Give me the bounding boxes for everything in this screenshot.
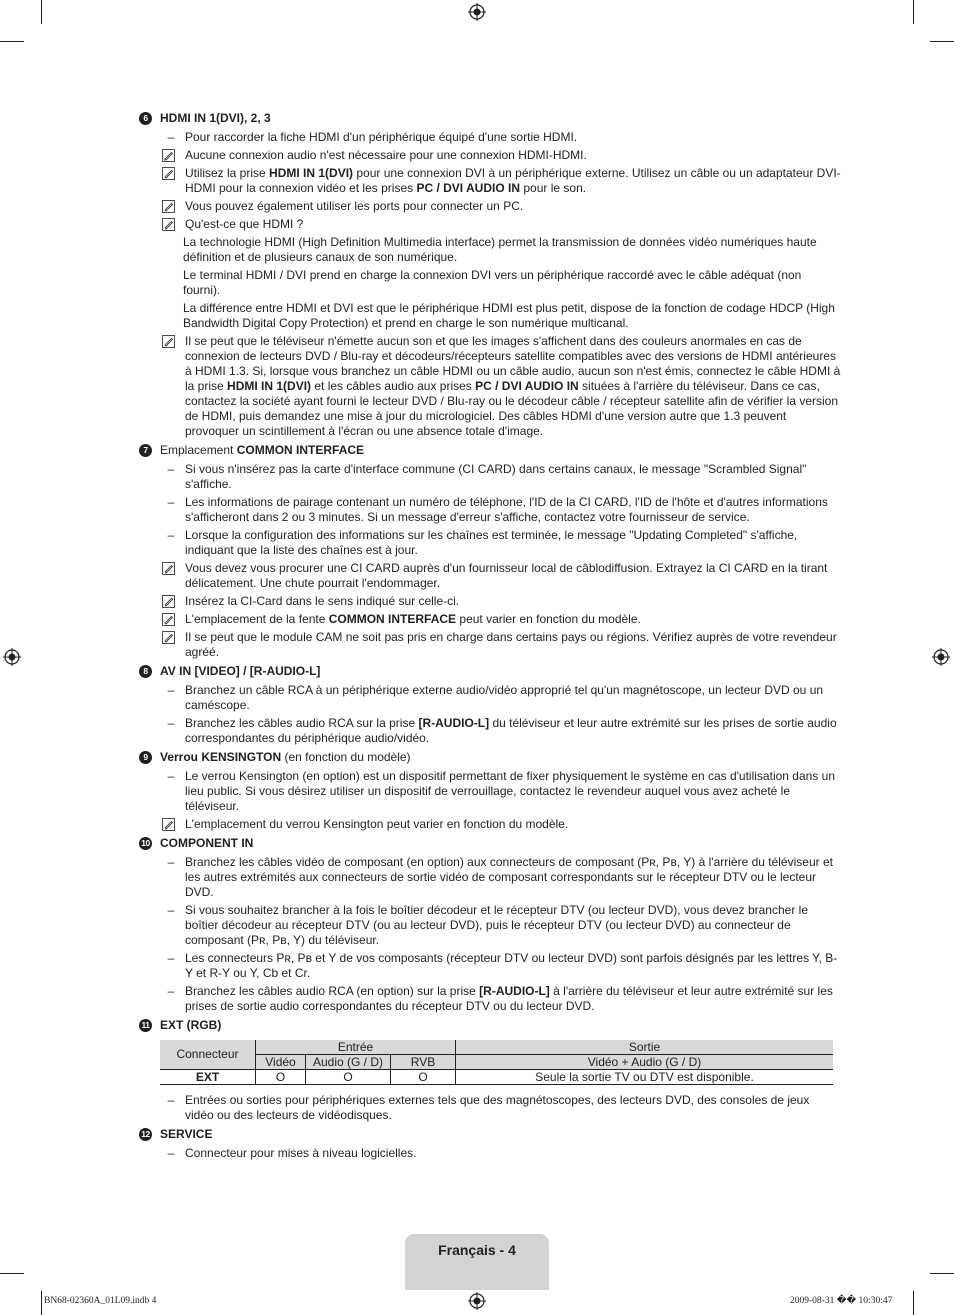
manual-content [139, 111, 841, 1161]
dash-bullet: – [167, 984, 175, 998]
section-header-bold: COMMON INTERFACE [236, 443, 365, 457]
crop-mark [930, 41, 954, 42]
note-icon [162, 562, 175, 575]
registration-mark-icon [468, 1292, 486, 1310]
note-icon [162, 595, 175, 608]
section-av-in [139, 664, 841, 679]
section-number: 7 [139, 444, 152, 457]
section-common-interface [139, 443, 841, 458]
dash-bullet: – [167, 855, 175, 869]
list-item: Aucune connexion audio n'est nécessaire pour une connexion HDMI-HDMI. [162, 148, 841, 163]
table-header: Sortie [456, 1040, 834, 1055]
list-item: – Le verrou Kensington (en option) est un dispositif permettant de fixer physiquement le système en cas d'utilisation dans un lieu public. Si vous désirez utiliser un dispositif de verrouillage, contactez le revendeur auquel vous avez acheté le téléviseur. [162, 769, 841, 814]
note-icon [162, 818, 175, 831]
dash-bullet: – [167, 1093, 175, 1107]
section-header: EXT (RGB) [160, 1018, 222, 1032]
section-number: 11 [139, 1019, 152, 1032]
list-item: Vous devez vous procurer une CI CARD auprès d'un fournisseur local de câblodiffusion. Extrayez la CI CARD en la tirant délicatement. Une chute pourrait l'endommager. [162, 561, 841, 591]
crop-mark [913, 1291, 914, 1315]
note-icon [162, 167, 175, 180]
list-item: – Les connecteurs Pʀ, Pʙ et Y de vos composants (récepteur DTV ou lecteur DVD) sont parfois désignés par les lettres Y, B-Y et R-Y ou Y, Cb et Cr. [162, 951, 841, 981]
page-number-tab [405, 1234, 549, 1290]
dash-bullet: – [167, 903, 175, 917]
list-item: – Pour raccorder la fiche HDMI d'un périphérique équipé d'une sortie HDMI. [162, 130, 841, 145]
dash-bullet: – [167, 683, 175, 697]
list-item: – Lorsque la configuration des informations sur les chaînes est terminée, le message "Updating Completed" s'affiche, indiquant que la liste des chaînes est à jour. [162, 528, 841, 558]
section-kensington [139, 750, 841, 765]
list-item: – Connecteur pour mises à niveau logicielles. [162, 1146, 841, 1161]
table-cell: EXT [160, 1070, 256, 1085]
dash-bullet: – [167, 951, 175, 965]
page-number: Français - 4 [438, 1242, 516, 1258]
list-item: – Si vous souhaitez brancher à la fois le boîtier décodeur et le récepteur DTV (ou lecteur DVD), vous devez brancher le boîtier décodeur au récepteur DTV (ou au lecteur DVD), puis le récepteur DTV (ou lecteur DVD) au connecteur de composant (Pʀ, Pʙ, Y) du téléviseur. [162, 903, 841, 948]
list-item: Vous pouvez également utiliser les ports pour connecter un PC. [162, 199, 841, 214]
table-subheader: Audio (G / D) [306, 1055, 391, 1070]
list-item: – Si vous n'insérez pas la carte d'interface commune (CI CARD) dans certains canaux, le message "Scrambled Signal" s'affiche. [162, 462, 841, 492]
note-icon [162, 631, 175, 644]
dash-bullet: – [167, 130, 175, 144]
section-number: 12 [139, 1128, 152, 1141]
list-item: Qu'est-ce que HDMI ? [162, 217, 841, 232]
section-hdmi [139, 111, 841, 126]
ext-table [160, 1040, 833, 1085]
dash-bullet: – [167, 528, 175, 542]
note-icon [162, 200, 175, 213]
crop-mark [913, 0, 914, 24]
crop-mark [41, 0, 42, 24]
section-header: COMPONENT IN [160, 836, 254, 850]
note-icon [162, 218, 175, 231]
section-number: 9 [139, 751, 152, 764]
paragraph: Le terminal HDMI / DVI prend en charge la connexion DVI vers un périphérique raccordé avec le câble adéquat (non fourni). [183, 268, 802, 297]
section-component-in [139, 836, 841, 851]
dash-bullet: – [167, 495, 175, 509]
section-header: HDMI IN 1(DVI), 2, 3 [160, 111, 271, 125]
list-item: – Entrées ou sorties pour périphériques externes tels que des magnétoscopes, des lecteurs DVD, des consoles de jeux vidéo ou des lecteurs de vidéodisques. [162, 1093, 841, 1123]
table-subheader: RVB [391, 1055, 456, 1070]
list-item: – Branchez les câbles audio RCA (en option) sur la prise [R-AUDIO-L] à l'arrière du téléviseur et leur autre extrémité sur les prises de sortie audio correspondantes du récepteur DTV ou du lecteur DVD. [162, 984, 841, 1014]
list-item: – Branchez un câble RCA à un périphérique externe audio/vidéo approprié tel qu'un magnétoscope, un lecteur DVD ou un caméscope. [162, 683, 841, 713]
note-icon [162, 613, 175, 626]
registration-mark-icon [3, 648, 21, 666]
note-icon [162, 335, 175, 348]
note-icon [162, 149, 175, 162]
section-number: 10 [139, 837, 152, 850]
crop-mark [0, 1273, 24, 1274]
dash-bullet: – [167, 462, 175, 476]
list-item: – Branchez les câbles vidéo de composant (en option) aux connecteurs de composant (Pʀ, Pʙ, Y) à l'arrière du téléviseur et les autres extrémités aux connecteurs de sortie vidéo de composant correspondants sur le récepteur DTV ou le lecteur DVD. [162, 855, 841, 900]
table-subheader: Vidéo [256, 1055, 306, 1070]
table-cell: O [391, 1070, 456, 1085]
list-item: L'emplacement du verrou Kensington peut varier en fonction du modèle. [162, 817, 841, 832]
list-item: – Les informations de pairage contenant un numéro de téléphone, l'ID de la CI CARD, l'ID de l'hôte et d'autres informations s'afficheront dans 2 ou 3 minutes. Si un message d'erreur s'affiche, contactez votre fournisseur de service. [162, 495, 841, 525]
dash-bullet: – [167, 769, 175, 783]
paragraph: La technologie HDMI (High Definition Multimedia interface) permet la transmission de données vidéo numériques haute définition et de plusieurs canaux de son numérique. [183, 235, 817, 264]
list-item: Utilisez la prise HDMI IN 1(DVI) pour une connexion DVI à un périphérique externe. Utilisez un câble ou un adaptateur DVI-HDMI pour la connexion vidéo et les prises PC / DVI AUDIO IN pour le son. [162, 166, 841, 196]
section-number: 6 [139, 112, 152, 125]
crop-mark [0, 41, 24, 42]
section-header-bold: Verrou KENSINGTON [160, 750, 282, 764]
print-slug-date: 2009-08-31 �� 10:30:47 [790, 1296, 893, 1306]
list-item: – Branchez les câbles audio RCA sur la prise [R-AUDIO-L] du téléviseur et leur autre extrémité sur les prises de sortie audio correspondantes du périphérique audio/vidéo. [162, 716, 841, 746]
section-header: AV IN [VIDEO] / [R-AUDIO-L] [160, 664, 321, 678]
list-item: Insérez la CI-Card dans le sens indiqué sur celle-ci. [162, 594, 841, 609]
crop-mark [930, 1273, 954, 1274]
print-slug-file: BN68-02360A_01L09.indb 4 [44, 1296, 157, 1306]
table-subheader: Vidéo + Audio (G / D) [456, 1055, 834, 1070]
registration-mark-icon [468, 3, 486, 21]
registration-mark-icon [932, 648, 950, 666]
table-cell: Seule la sortie TV ou DTV est disponible. [456, 1070, 834, 1085]
dash-bullet: – [167, 1146, 175, 1160]
list-item: Il se peut que le module CAM ne soit pas pris en charge dans certains pays ou régions. Vérifiez auprès de votre revendeur agréé. [162, 630, 841, 660]
paragraph: La différence entre HDMI et DVI est que le périphérique HDMI est plus petit, dispose de la fonction de codage HDCP (High Bandwidth Digital Copy Protection) et prend en charge le son numérique multicanal. [183, 301, 835, 330]
section-header: SERVICE [160, 1127, 213, 1141]
section-ext-rgb [139, 1018, 841, 1033]
ext-table-wrap [160, 1040, 841, 1085]
table-cell: O [256, 1070, 306, 1085]
list-item: L'emplacement de la fente COMMON INTERFACE peut varier en fonction du modèle. [162, 612, 841, 627]
dash-bullet: – [167, 716, 175, 730]
section-number: 8 [139, 665, 152, 678]
crop-mark [41, 1291, 42, 1315]
table-cell: O [306, 1070, 391, 1085]
section-header: (en fonction du modèle) [281, 750, 411, 764]
list-item: Il se peut que le téléviseur n'émette aucun son et que les images s'affichent dans des couleurs anormales en cas de connexion de lecteurs DVD / Blu-ray et décodeurs/récepteurs satellite compatibles avec des versions de HDMI antérieures à HDMI 1.3. Si, lorsque vous branchez un câble HDMI ou un câble audio, aucun son n'est émis, connectez le câble HDMI à la prise HDMI IN 1(DVI) et les câbles audio aux prises PC / DVI AUDIO IN situées à l'arrière du téléviseur. Dans ce cas, contactez la société ayant fourni le lecteur DVD / Blu-ray ou le décodeur câble / récepteur satellite afin de vérifier la version de HDMI, puis demandez une mise à jour du micrologiciel. Des câbles HDMI d'une version autre que 1.3 peuvent provoquer un scintillement à l'écran ou une absence totale d'image. [162, 334, 841, 439]
section-service [139, 1127, 841, 1142]
table-header: Entrée [256, 1040, 456, 1055]
table-header: Connecteur [160, 1040, 256, 1070]
section-header: Emplacement [160, 443, 237, 457]
